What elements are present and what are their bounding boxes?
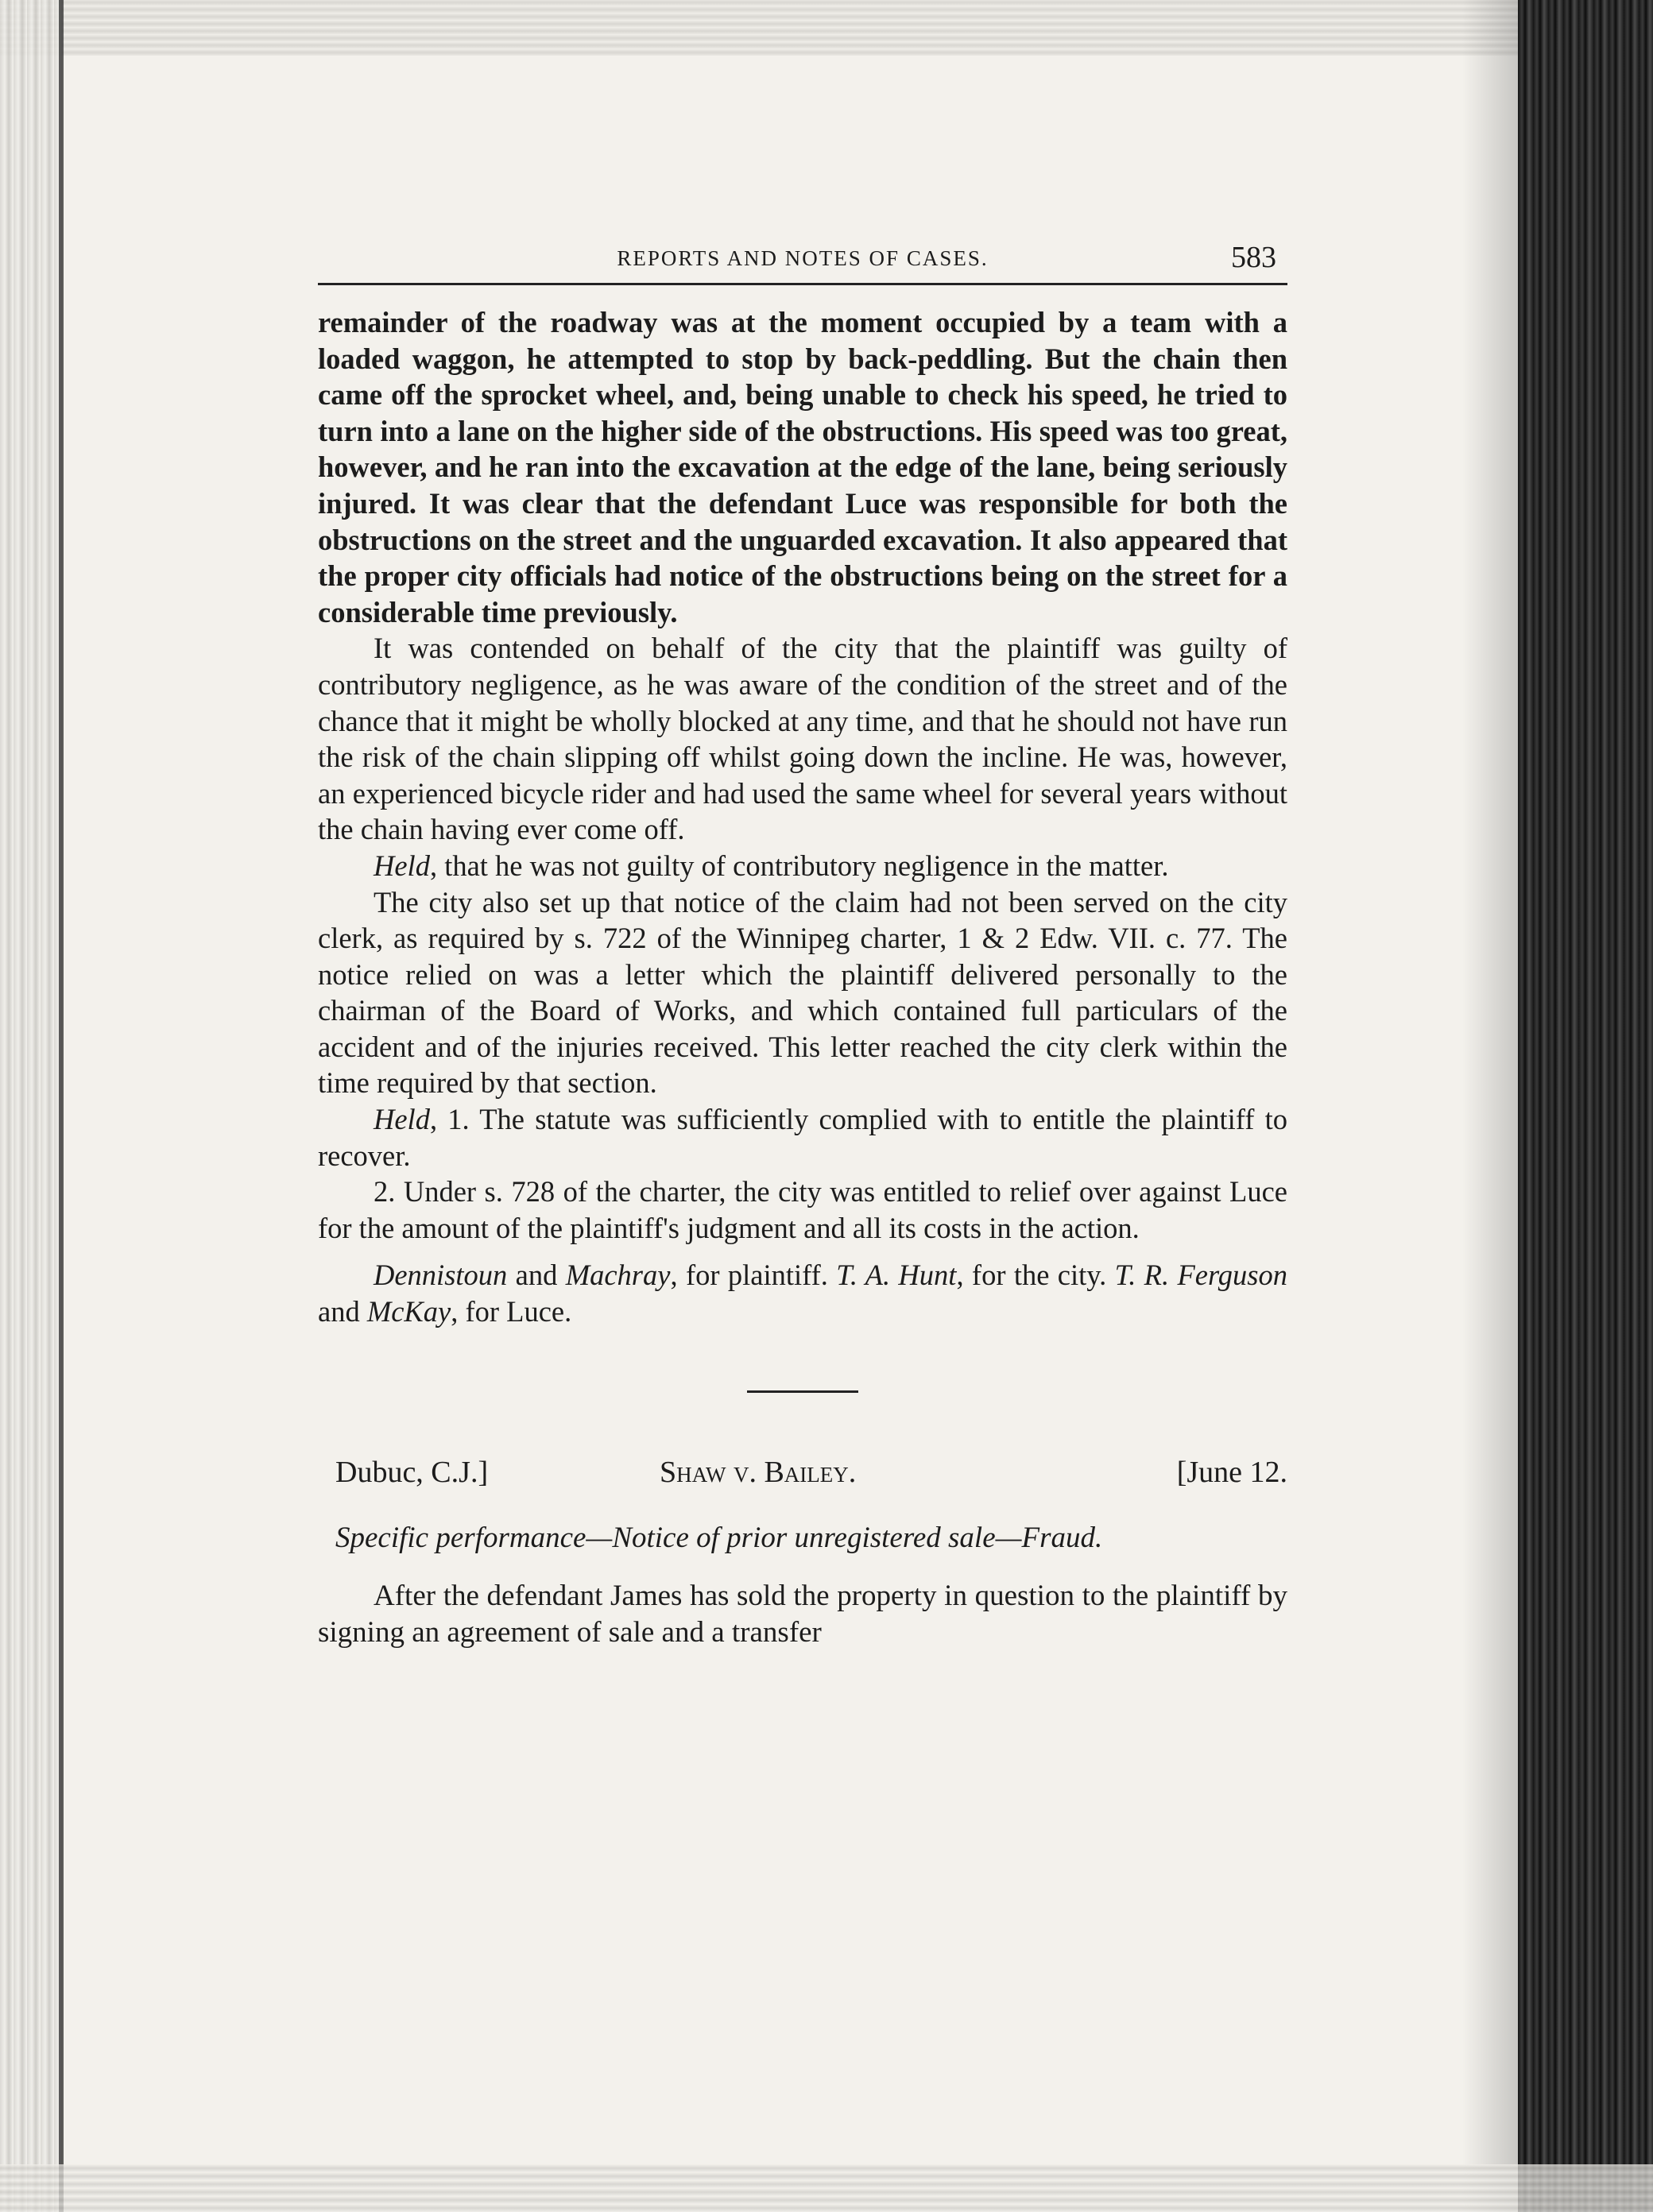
counsel-name: Dennistoun (374, 1259, 508, 1292)
counsel-text: and (507, 1259, 566, 1292)
held-label: Held (374, 849, 430, 882)
held-paragraph-2b: 2. Under s. 728 of the charter, the city was entitled to relief over against Luce for the amount of the plaintiff's judgment and all its costs in the action. (318, 1175, 1287, 1244)
page-content (318, 235, 1287, 1651)
running-head-title: REPORTS AND NOTES OF CASES. (617, 246, 989, 270)
held-paragraph-2 (318, 1101, 1287, 1174)
scan-edge-top (0, 0, 1653, 56)
held-paragraph-1 (318, 848, 1287, 884)
held-text: , 1. The statute was sufficiently complied with to entitle the plaintiff to recover. (318, 1103, 1287, 1172)
body-text (318, 304, 1287, 1330)
held-text: , that he was not guilty of contributory negligence in the matter. (429, 849, 1169, 882)
running-head (318, 235, 1287, 285)
held-label: Held (374, 1103, 430, 1136)
paragraph-1: remainder of the roadway was at the moment occupied by a team with a loaded waggon, he attempted to stop by back-peddling. But the chain then came off the sprocket wheel, and, being unable to check his speed, he tried to turn into a lane on the higher side of the obstructions. His speed was too great, however, and he ran into the excavation at the edge of the lane, being seriously injured. It was clear that the defendant Luce was responsible for both the obstructions on the street and the unguarded excavation. It also appeared that the proper city officials had notice of the obstructions being on the street for a considerable time previously. (318, 306, 1287, 628)
counsel-text: and (318, 1295, 367, 1328)
case-subject: Specific performance—Notice of prior unregistered sale—Fraud. (335, 1521, 1103, 1554)
case-judge: Dubuc, C.J.] (335, 1455, 489, 1489)
counsel-name: T. A. Hunt (836, 1259, 957, 1292)
counsel-text: , for plaintiff. (670, 1259, 837, 1292)
case-parties: Shaw v. Bailey. (660, 1455, 857, 1489)
scan-shadow-right (1462, 0, 1518, 2212)
section-divider (747, 1390, 858, 1393)
final-text (318, 1578, 1287, 1651)
counsel-text: , for Luce. (451, 1295, 572, 1328)
page-number: 583 (1231, 241, 1276, 274)
binding-line (59, 0, 64, 2212)
case-date: [June 12. (1176, 1455, 1287, 1489)
case-header (318, 1455, 1287, 1495)
final-paragraph: After the defendant James has sold the property in question to the plaintiff by signing an agreement of sale and a transfer (318, 1579, 1287, 1649)
counsel-name: Machray (565, 1259, 671, 1292)
counsel-text: , for the city. (956, 1259, 1115, 1292)
counsel-name: McKay (366, 1295, 451, 1328)
scan-edge-left (0, 0, 62, 2212)
paragraph-2: It was contended on behalf of the city that the plaintiff was guilty of contributory negligence, as he was aware of the condition of the street and of the chance that it might be wholly blocked at any time, and that he should not have run the risk of the chain slipping off whilst going down the incline. He was, however, an experienced bicycle rider and had used the same wheel for several years without the chain having ever come off. (318, 632, 1287, 846)
counsel-name: T. R. Ferguson (1114, 1259, 1287, 1292)
scan-edge-right (1518, 0, 1653, 2212)
counsel-line (318, 1257, 1287, 1329)
paragraph-3: The city also set up that notice of the claim had not been served on the city clerk, as required by s. 722 of the Winnipeg charter, 1 & 2 Edw. VII. c. 77. The notice relied on was a letter which the plaintiff delivered personally to the chairman of the Board of Works, and which contained full particulars of the accident and of the injuries received. This letter reached the city clerk within the time required by that section. (318, 885, 1287, 1100)
scan-edge-bottom (0, 2164, 1653, 2212)
